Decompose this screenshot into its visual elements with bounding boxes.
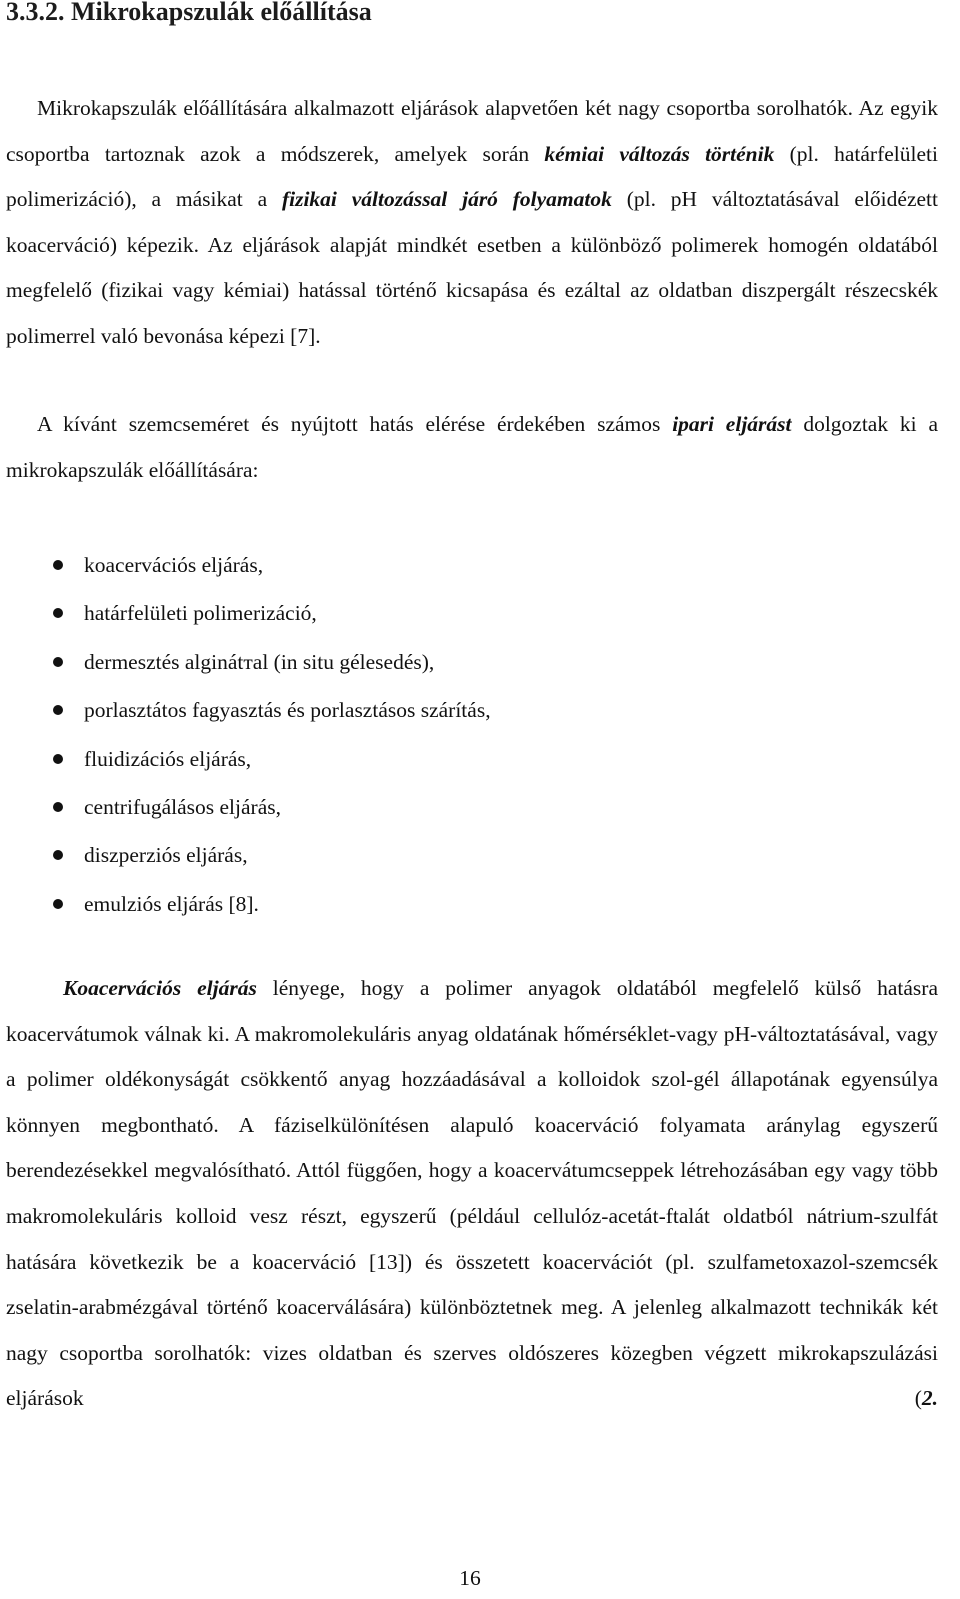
bullet-icon xyxy=(53,705,63,715)
paragraph-text: dolgoztak ki a mikrokapszulák előállítására: xyxy=(6,412,938,482)
emphasis-text: fizikai változással járó folyamatok xyxy=(281,187,612,212)
paragraph-intro xyxy=(6,86,938,360)
list-item-text: dermesztés alginátтal (in situ gélesedés), xyxy=(84,649,435,674)
bullet-icon xyxy=(53,899,63,909)
list-item xyxy=(52,589,491,637)
list-item xyxy=(52,686,491,734)
bullet-icon xyxy=(53,754,63,764)
list-item xyxy=(52,831,491,879)
bullet-icon xyxy=(53,608,63,618)
bullet-icon xyxy=(53,802,63,812)
paragraph-text: (pl. pH változtatásával előidézett koacerváció) képezik. Az eljárások alapját mindkét esetben a különböző polimerek homogén oldatából megfelelő (fizikai vagy kémiai) hatással történő kicsapása és ezáltal az oldatban diszpergált részecskék polimerrel való bevonása képezi [7]. xyxy=(6,187,938,348)
paragraph-coacervation xyxy=(6,966,938,1422)
section-heading: 3.3.2. Mikrokapszulák előállítása xyxy=(6,0,372,26)
list-item-text: emulziós eljárás [8]. xyxy=(84,891,259,916)
list-item xyxy=(52,638,491,686)
paragraph-text: (pl. határfelületi polimerizáció), a másikat a xyxy=(6,141,938,212)
list-item-text: határfelületi polimerizáció, xyxy=(84,601,317,626)
list-item xyxy=(52,541,491,589)
list-item xyxy=(52,735,491,783)
paragraph-text: Mikrokapszulák előállítására alkalmazott eljárások alapvetően két nagy csoportba sorolhatók. Az egyik csoportba tartoznak azok a módszerek, amelyek során xyxy=(6,96,938,166)
list-item-text: porlasztátos fagyasztás és porlasztásos szárítás, xyxy=(84,698,491,723)
bullet-icon xyxy=(53,850,63,860)
methods-list xyxy=(52,541,491,928)
bullet-icon xyxy=(53,560,63,570)
emphasis-text: ipari eljárást xyxy=(672,412,792,436)
list-item-text: koacervációs eljárás, xyxy=(84,553,264,577)
paragraph-text: lényege, hogy a polimer anyagok oldatából megfelelő külső hatásra koacervátumok válnak ki. A makromolekuláris anyag oldatának hőmérséklet-vagy pH-változtatásával, vagy a polimer oldékonyságát csökkentő anyag hozzáadásával a kolloidok szol-gél állapotának egyensúlya könnyen megbontható. A fáziselkülönítésen alapuló koacerváció folyamata aránylag egyszerű berendezésekkel megvalósítható. Attól függően, hogy a koacervátumcseppek létrehozásában egy vagy több makromolekuláris kolloid vesz részt, egyszerű (például cellulóz-acetát-ftalát oldatból nátrium-szulfát hatására következik be a koacerváció [13]) és összetett koacervációt (pl. szulfametoxazol-szemcsék zselatin-arabmézgával történő koacerválására) különböztetnek meg. A jelenleg alkalmazott technikák két nagy csoportba sorolhatók: vizes oldatban és szerves oldószeres közegben végzett mikrokapszulázási eljárások ( xyxy=(6,976,938,1411)
page-number: 16 xyxy=(459,1566,481,1590)
bullet-icon xyxy=(53,657,63,667)
paragraph-text: A kívánt szemcseméret és nyújtott hatás elérése érdekében számos xyxy=(37,412,673,436)
list-item-text: fluidizációs eljárás, xyxy=(84,746,252,771)
emphasis-text: Koacervációs eljárás xyxy=(63,976,257,1000)
list-item xyxy=(52,880,491,928)
list-item-text: centrifugálásos eljárás, xyxy=(84,794,281,819)
list-item-text: diszperziós eljárás, xyxy=(84,843,248,868)
emphasis-text: kémiai változás történik xyxy=(544,141,775,166)
paragraph-methods-intro xyxy=(6,402,938,493)
list-item xyxy=(52,783,491,831)
emphasis-text: 2. xyxy=(921,1386,938,1411)
